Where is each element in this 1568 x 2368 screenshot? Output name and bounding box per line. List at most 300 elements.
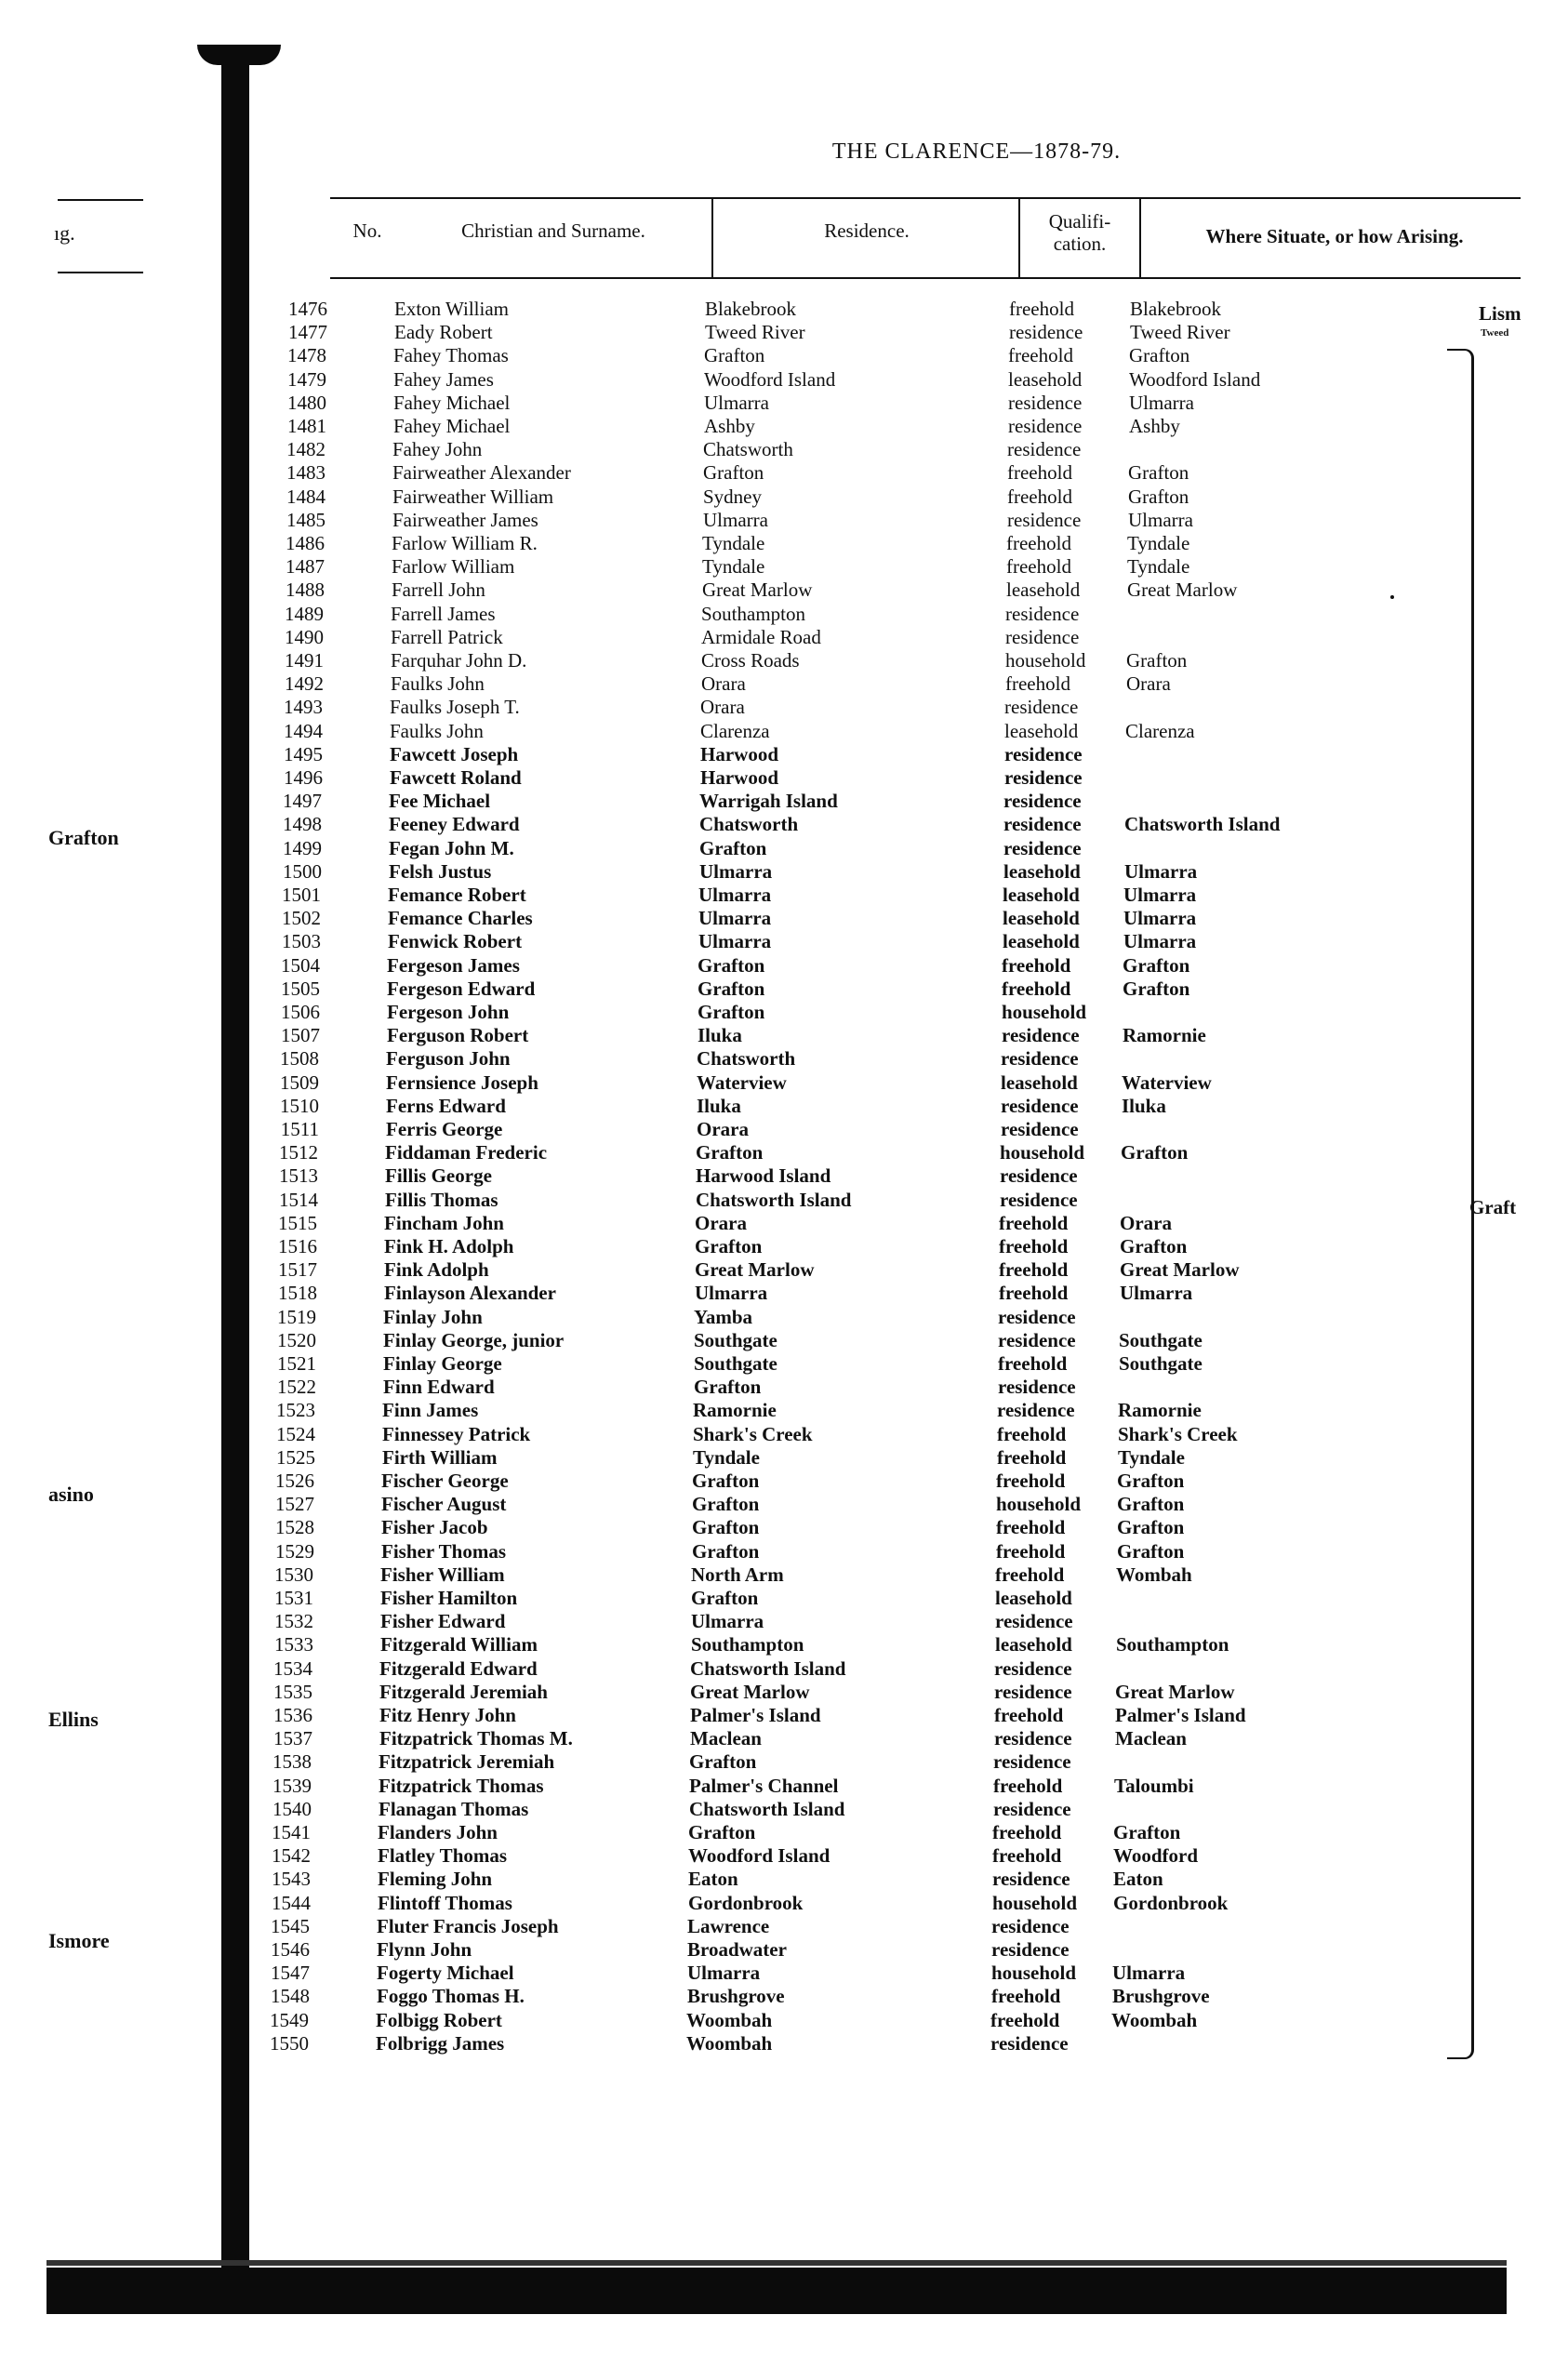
where-situate: Grafton: [1128, 486, 1189, 508]
residence: Harwood: [700, 766, 778, 789]
qualification: residence: [998, 1329, 1076, 1351]
residence: Gordonbrook: [688, 1892, 804, 1914]
qualification: residence: [1000, 1189, 1078, 1211]
left-margin-note-2: asino: [48, 1483, 94, 1506]
residence: Grafton: [694, 1376, 762, 1398]
col-residence-header: Residence.: [824, 220, 910, 242]
residence: Clarenza: [700, 720, 770, 742]
col-no-header: No.: [352, 220, 382, 242]
residence: Great Marlow: [702, 579, 813, 601]
entry-number: 1494: [284, 720, 323, 742]
voter-name: Farrell James: [391, 603, 496, 625]
entry-number: 1524: [276, 1423, 315, 1445]
residence: Ulmarra: [698, 884, 772, 906]
residence: Southampton: [701, 603, 806, 625]
qualification: household: [991, 1962, 1077, 1984]
voter-name: Fisher Jacob: [381, 1516, 488, 1538]
voter-name: Flynn John: [377, 1938, 472, 1961]
voter-name: Fairweather William: [392, 486, 554, 508]
where-situate: Great Marlow: [1115, 1681, 1235, 1703]
residence: Grafton: [703, 461, 764, 484]
where-situate: Grafton: [1120, 1235, 1188, 1257]
voter-name: Ferguson John: [386, 1047, 511, 1070]
residence: Grafton: [699, 837, 767, 859]
entry-number: 1484: [286, 486, 326, 508]
entry-number: 1522: [277, 1376, 316, 1398]
voter-name: Fahey Michael: [393, 392, 511, 414]
residence: Southampton: [691, 1633, 804, 1656]
voter-name: Fleming John: [378, 1868, 493, 1890]
entry-number: 1491: [285, 649, 324, 672]
voter-name: Faulks John: [390, 720, 484, 742]
voter-name: Fergeson James: [387, 954, 520, 977]
qualification: residence: [1003, 790, 1082, 812]
residence: Chatsworth Island: [689, 1798, 845, 1820]
where-situate: Grafton: [1128, 461, 1189, 484]
voter-name: Finlay George: [383, 1352, 502, 1375]
where-situate: Iluka: [1122, 1095, 1166, 1117]
where-situate: Grafton: [1113, 1821, 1181, 1843]
voter-name: Fitzgerald Edward: [379, 1657, 538, 1680]
header-divider-3: [1139, 199, 1141, 277]
entry-number: 1543: [272, 1868, 311, 1890]
voter-name: Fisher Thomas: [381, 1540, 506, 1563]
voter-name: Ferris George: [386, 1118, 503, 1140]
residence: Palmer's Island: [690, 1704, 821, 1726]
entry-number: 1541: [272, 1821, 311, 1843]
qualification: freehold: [997, 1423, 1067, 1445]
qualification: residence: [995, 1610, 1073, 1632]
residence: Great Marlow: [690, 1681, 810, 1703]
qualification: freehold: [999, 1258, 1069, 1281]
where-situate: Eaton: [1113, 1868, 1163, 1890]
where-situate: Tweed River: [1130, 321, 1230, 343]
qualification: leasehold: [1004, 720, 1079, 742]
where-situate: Great Marlow: [1127, 579, 1238, 601]
entry-number: 1514: [279, 1189, 318, 1211]
col-where-header: Where Situate, or how Arising.: [1205, 225, 1464, 247]
voter-name: Fitzpatrick Thomas M.: [379, 1727, 573, 1749]
brace-label: Graft: [1469, 1196, 1517, 1218]
residence: Grafton: [696, 1141, 764, 1164]
entry-number: 1507: [281, 1024, 320, 1046]
residence: Ulmarra: [704, 392, 769, 414]
where-situate: Grafton: [1117, 1540, 1185, 1563]
qualification: leasehold: [995, 1587, 1072, 1609]
residence: Ulmarra: [703, 509, 768, 531]
voter-name: Fawcett Joseph: [390, 743, 519, 765]
voter-name: Farrell John: [392, 579, 485, 601]
entry-number: 1480: [287, 392, 326, 414]
qualification: residence: [998, 1376, 1076, 1398]
qualification: freehold: [994, 1704, 1064, 1726]
entry-number: 1518: [278, 1282, 317, 1304]
entry-number: 1479: [287, 368, 326, 391]
voter-name: Farlow William R.: [392, 532, 538, 554]
residence: Ulmarra: [687, 1962, 761, 1984]
voter-name: Firth William: [382, 1446, 498, 1469]
voter-name: Fischer George: [381, 1470, 509, 1492]
qualification: residence: [994, 1727, 1072, 1749]
where-situate: Grafton: [1117, 1470, 1185, 1492]
qualification: residence: [1001, 1095, 1079, 1117]
entry-number: 1496: [284, 766, 323, 789]
entry-number: 1533: [274, 1633, 313, 1656]
qualification: freehold: [992, 1844, 1062, 1867]
qualification: freehold: [1002, 954, 1071, 977]
voter-name: Fitzpatrick Thomas: [379, 1775, 544, 1797]
voter-name: Flatley Thomas: [378, 1844, 508, 1867]
residence: Woombah: [686, 2032, 773, 2055]
entry-number: 1489: [285, 603, 324, 625]
voter-name: Fegan John M.: [389, 837, 514, 859]
qualification: freehold: [993, 1775, 1063, 1797]
qualification: residence: [991, 1938, 1070, 1961]
qualification: residence: [1008, 392, 1083, 414]
entry-number: 1503: [282, 930, 321, 952]
voter-name: Flanagan Thomas: [379, 1798, 529, 1820]
residence: Chatsworth: [697, 1047, 796, 1070]
voter-name: Fairweather James: [392, 509, 538, 531]
residence: Ulmarra: [695, 1282, 768, 1304]
entry-number: 1481: [287, 415, 326, 437]
voter-name: Farquhar John D.: [391, 649, 527, 672]
qualification: household: [1002, 1001, 1087, 1023]
entry-number: 1498: [283, 813, 322, 835]
right-margin-top: Lism: [1479, 302, 1521, 325]
entry-number: 1547: [271, 1962, 310, 1984]
voter-name: Finlay George, junior: [383, 1329, 565, 1351]
voter-name: Farrell Patrick: [391, 626, 503, 648]
residence: Grafton: [698, 1001, 765, 1023]
residence: Maclean: [690, 1727, 762, 1749]
entry-number: 1492: [285, 672, 324, 695]
qualification: residence: [1004, 766, 1083, 789]
voter-name: Fahey Michael: [393, 415, 511, 437]
voter-name: Faulks John: [391, 672, 485, 695]
entry-number: 1517: [278, 1258, 317, 1281]
entry-number: 1537: [273, 1727, 312, 1749]
where-situate: Ulmarra: [1129, 392, 1194, 414]
entry-number: 1528: [275, 1516, 314, 1538]
entry-number: 1510: [280, 1095, 319, 1117]
residence: Great Marlow: [695, 1258, 815, 1281]
where-situate: Grafton: [1126, 649, 1188, 672]
qualification: residence: [1001, 1118, 1079, 1140]
qualification: residence: [997, 1399, 1075, 1421]
residence: Southgate: [694, 1352, 777, 1375]
entry-number: 1525: [276, 1446, 315, 1469]
where-situate: Grafton: [1129, 344, 1190, 366]
where-situate: Woodford Island: [1129, 368, 1261, 391]
where-situate: Waterview: [1122, 1071, 1212, 1094]
voter-name: Fisher Hamilton: [380, 1587, 518, 1609]
entry-number: 1486: [286, 532, 325, 554]
entry-number: 1536: [273, 1704, 312, 1726]
where-situate: Ulmarra: [1123, 907, 1197, 929]
residence: Armidale Road: [701, 626, 821, 648]
entry-number: 1546: [271, 1938, 310, 1961]
qualification: leasehold: [1003, 860, 1081, 883]
residence: Waterview: [697, 1071, 787, 1094]
voter-name: Faulks Joseph T.: [390, 696, 520, 718]
voter-name: Finnessey Patrick: [382, 1423, 531, 1445]
residence: Orara: [697, 1118, 749, 1140]
qualification: household: [1000, 1141, 1085, 1164]
voter-name: Fisher Edward: [380, 1610, 506, 1632]
qualification: leasehold: [1003, 907, 1080, 929]
entry-number: 1477: [288, 321, 327, 343]
entry-number: 1500: [283, 860, 322, 883]
voter-name: Fogerty Michael: [377, 1962, 514, 1984]
voter-name: Fisher William: [380, 1563, 505, 1586]
qualification: freehold: [999, 1212, 1069, 1234]
residence: Ulmarra: [699, 860, 773, 883]
stray-mark: [1390, 595, 1394, 599]
voter-name: Fitzgerald Jeremiah: [379, 1681, 548, 1703]
left-margin-note-4: Ismore: [48, 1929, 110, 1952]
entry-number: 1506: [281, 1001, 320, 1023]
entry-number: 1535: [273, 1681, 312, 1703]
voter-name: Finlayson Alexander: [384, 1282, 556, 1304]
residence: Harwood: [700, 743, 778, 765]
voter-name: Fahey John: [392, 438, 483, 460]
entry-number: 1509: [280, 1071, 319, 1094]
residence: Sydney: [703, 486, 762, 508]
left-header-rule-top: [58, 199, 143, 201]
qualification: residence: [991, 1915, 1070, 1937]
where-situate: Ulmarra: [1123, 930, 1197, 952]
entry-number: 1478: [287, 344, 326, 366]
where-situate: Great Marlow: [1120, 1258, 1240, 1281]
header-rule-bottom: [330, 277, 1521, 279]
residence: Tweed River: [705, 321, 805, 343]
voter-name: Flintoff Thomas: [378, 1892, 512, 1914]
voter-name: Fincham John: [384, 1212, 504, 1234]
residence: Woodford Island: [704, 368, 836, 391]
qualification: freehold: [992, 1821, 1062, 1843]
voter-name: Finlay John: [383, 1306, 483, 1328]
entry-number: 1527: [275, 1493, 314, 1515]
entry-number: 1483: [286, 461, 326, 484]
voter-name: Femance Charles: [388, 907, 533, 929]
residence: Ulmarra: [698, 907, 772, 929]
where-situate: Clarenza: [1125, 720, 1195, 742]
voter-name: Finn James: [382, 1399, 479, 1421]
qualification: freehold: [1006, 532, 1071, 554]
residence: Woombah: [686, 2009, 773, 2031]
residence: Eaton: [688, 1868, 738, 1890]
qualification: freehold: [999, 1282, 1069, 1304]
qualification: residence: [994, 1657, 1072, 1680]
residence: Grafton: [692, 1493, 760, 1515]
residence: Orara: [701, 672, 746, 695]
left-margin-note-3: Ellins: [48, 1708, 99, 1731]
entry-number: 1513: [279, 1164, 318, 1187]
where-situate: Orara: [1120, 1212, 1172, 1234]
voter-name: Fernsience Joseph: [386, 1071, 538, 1094]
where-situate: Taloumbi: [1114, 1775, 1194, 1797]
voter-name: Fiddaman Frederic: [385, 1141, 548, 1164]
entry-number: 1538: [272, 1750, 312, 1773]
where-situate: Southampton: [1116, 1633, 1229, 1656]
qualification: leasehold: [1008, 368, 1083, 391]
where-situate: Ramornie: [1123, 1024, 1206, 1046]
qualification: residence: [993, 1750, 1071, 1773]
residence: Chatsworth Island: [696, 1189, 852, 1211]
entry-number: 1516: [278, 1235, 317, 1257]
binding-gutter: [221, 48, 249, 2295]
voter-name: Fee Michael: [389, 790, 491, 812]
residence: Orara: [700, 696, 745, 718]
qualification: residence: [1004, 743, 1083, 765]
entry-number: 1534: [273, 1657, 312, 1680]
where-situate: Ashby: [1129, 415, 1180, 437]
entry-number: 1495: [284, 743, 323, 765]
qualification: residence: [1000, 1164, 1078, 1187]
residence: Grafton: [692, 1470, 760, 1492]
left-margin-note-1: Grafton: [48, 826, 119, 849]
qualification: residence: [1008, 415, 1083, 437]
qualification: residence: [1004, 696, 1079, 718]
qualification: residence: [1005, 626, 1080, 648]
where-situate: Wombah: [1116, 1563, 1192, 1586]
entry-number: 1523: [276, 1399, 315, 1421]
where-situate: Ulmarra: [1124, 860, 1198, 883]
residence: Woodford Island: [688, 1844, 831, 1867]
where-situate: Palmer's Island: [1115, 1704, 1246, 1726]
qualification: freehold: [991, 1985, 1061, 2007]
entry-number: 1530: [274, 1563, 313, 1586]
qualification: residence: [993, 1798, 1071, 1820]
where-situate: Woodford: [1113, 1844, 1199, 1867]
qualification: freehold: [995, 1563, 1065, 1586]
residence: Tyndale: [702, 555, 765, 578]
qualification: freehold: [1002, 978, 1071, 1000]
qualification: freehold: [1007, 486, 1072, 508]
residence: North Arm: [691, 1563, 784, 1586]
entry-number: 1511: [280, 1118, 319, 1140]
voter-name: Farlow William: [392, 555, 515, 578]
entry-number: 1504: [281, 954, 320, 977]
residence: Iluka: [697, 1095, 741, 1117]
entry-number: 1519: [277, 1306, 316, 1328]
qualification: freehold: [1009, 298, 1074, 320]
qualification: residence: [1003, 813, 1082, 835]
qualification: freehold: [1008, 344, 1073, 366]
voter-name: Fluter Francis Joseph: [377, 1915, 559, 1937]
voter-name: Eady Robert: [394, 321, 493, 343]
qualification: residence: [992, 1868, 1070, 1890]
where-situate: Ulmarra: [1123, 884, 1197, 906]
entry-number: 1508: [280, 1047, 319, 1070]
qualification: residence: [1003, 837, 1082, 859]
where-situate: Blakebrook: [1130, 298, 1221, 320]
voter-name: Fitz Henry John: [379, 1704, 516, 1726]
voter-name: Fergeson John: [387, 1001, 510, 1023]
col-qualification-header: Qualifi- cation.: [1048, 210, 1111, 255]
voter-name: Fink Adolph: [384, 1258, 489, 1281]
qualification: residence: [1001, 1047, 1079, 1070]
entry-number: 1488: [286, 579, 325, 601]
entry-number: 1482: [286, 438, 326, 460]
residence: Grafton: [691, 1587, 759, 1609]
where-situate: Chatsworth Island: [1124, 813, 1281, 835]
voter-name: Felsh Justus: [389, 860, 492, 883]
where-situate: Ulmarra: [1112, 1962, 1186, 1984]
where-situate: Maclean: [1115, 1727, 1187, 1749]
entry-number: 1501: [282, 884, 321, 906]
residence: Yamba: [694, 1306, 753, 1328]
residence: Ramornie: [693, 1399, 777, 1421]
voter-name: Exton William: [394, 298, 510, 320]
entry-number: 1497: [283, 790, 322, 812]
residence: Ulmarra: [691, 1610, 764, 1632]
where-situate: Grafton: [1123, 978, 1190, 1000]
residence: Harwood Island: [696, 1164, 831, 1187]
entry-number: 1502: [282, 907, 321, 929]
entry-number: 1548: [271, 1985, 310, 2007]
residence: Southgate: [694, 1329, 777, 1351]
where-situate: Tyndale: [1127, 532, 1190, 554]
residence: Grafton: [695, 1235, 763, 1257]
residence: Shark's Creek: [693, 1423, 813, 1445]
where-situate: Tyndale: [1127, 555, 1190, 578]
qualification: leasehold: [1001, 1071, 1078, 1094]
voter-name: Femance Robert: [388, 884, 526, 906]
residence: Grafton: [689, 1750, 757, 1773]
voter-name: Fitzgerald William: [380, 1633, 538, 1656]
where-situate: Shark's Creek: [1118, 1423, 1238, 1445]
residence: Blakebrook: [705, 298, 796, 320]
qualification: freehold: [996, 1516, 1066, 1538]
voter-name: Fairweather Alexander: [392, 461, 571, 484]
residence: Iluka: [698, 1024, 742, 1046]
qualification: residence: [1002, 1024, 1080, 1046]
qualification: household: [1005, 649, 1086, 672]
where-situate: Tyndale: [1118, 1446, 1185, 1469]
entry-number: 1476: [288, 298, 327, 320]
voter-name: Ferguson Robert: [387, 1024, 529, 1046]
page-title: THE CLARENCE—1878-79.: [831, 140, 1122, 164]
voter-name: Finn Edward: [383, 1376, 495, 1398]
voter-name: Fitzpatrick Jeremiah: [379, 1750, 555, 1773]
voter-name: Fenwick Robert: [388, 930, 523, 952]
where-situate: Ulmarra: [1128, 509, 1193, 531]
residence: Tyndale: [693, 1446, 760, 1469]
entry-number: 1540: [272, 1798, 312, 1820]
qualification: freehold: [1007, 461, 1072, 484]
residence: Grafton: [692, 1516, 760, 1538]
voter-name: Ferns Edward: [386, 1095, 506, 1117]
entry-number: 1487: [286, 555, 325, 578]
bottom-rule: [47, 2260, 1507, 2266]
entry-number: 1485: [286, 509, 326, 531]
entry-number: 1544: [272, 1892, 311, 1914]
where-situate: Ramornie: [1118, 1399, 1202, 1421]
voter-name: Fillis Thomas: [385, 1189, 498, 1211]
entry-number: 1512: [279, 1141, 318, 1164]
entry-number: 1550: [270, 2032, 309, 2055]
entry-number: 1526: [275, 1470, 314, 1492]
residence: Ulmarra: [698, 930, 772, 952]
residence: Grafton: [692, 1540, 760, 1563]
qualification: freehold: [996, 1470, 1066, 1492]
entry-number: 1505: [281, 978, 320, 1000]
qualification: freehold: [996, 1540, 1066, 1563]
entry-number: 1490: [285, 626, 324, 648]
where-situate: Woombah: [1111, 2009, 1198, 2031]
